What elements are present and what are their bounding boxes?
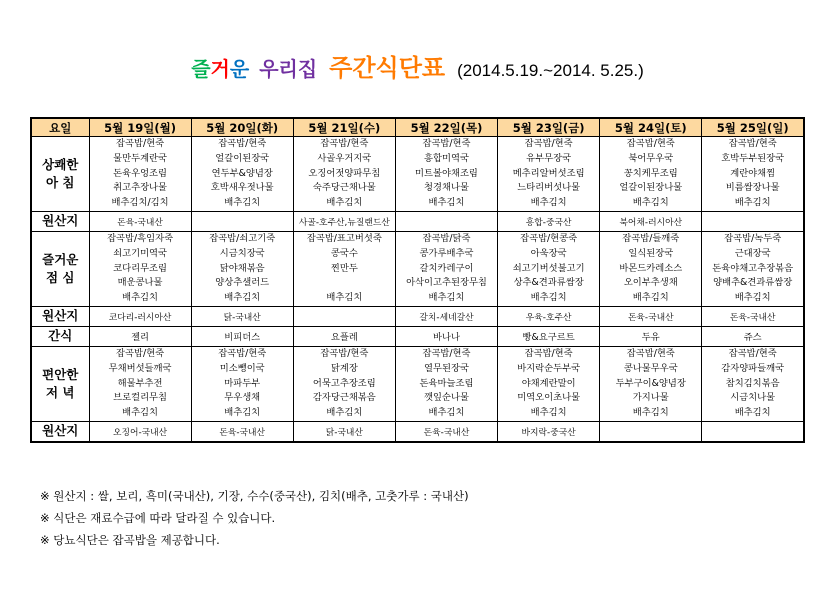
menu-item: 미역오이초나물: [517, 392, 581, 404]
dinner-row: [31, 346, 804, 421]
menu-item: 흥합미역국: [424, 152, 469, 164]
menu-item: 잡곡밥/현콩죽: [520, 232, 578, 244]
menu-item: 돈육야채고추장볶음: [712, 262, 794, 274]
menu-item: 청경채나물: [424, 182, 469, 194]
menu-item: 콩국수: [330, 247, 358, 259]
menu-item: 아삭이고추된장무침: [406, 277, 487, 289]
dinner-origin-row: [31, 421, 804, 442]
menu-item: 배추김치: [224, 197, 261, 209]
menu-item: 미트볼야채조림: [415, 167, 478, 179]
origin-cell: [702, 211, 804, 231]
footnotes: [40, 485, 469, 551]
label-line: 편안한: [42, 366, 79, 382]
label-line: 점 심: [45, 269, 75, 285]
footnote: ※ 당뇨식단은 잡곡밥을 제공합니다.: [40, 533, 220, 547]
snack-cell: 젤리: [89, 326, 191, 346]
menu-item: 아욱장국: [530, 247, 567, 259]
weekly-menu-table: [30, 117, 805, 443]
title-part3: 주간식단표: [329, 54, 446, 82]
lunch-row: [31, 231, 804, 306]
lunch-label: [31, 231, 89, 306]
title-part2: 우리집: [259, 57, 318, 81]
menu-item: 열무된장국: [424, 362, 469, 374]
label-line: 상쾌한: [42, 156, 79, 172]
meal-cell: [293, 231, 395, 306]
snack-cell: 쥬스: [702, 326, 804, 346]
menu-item: 무채버섯들깨국: [108, 362, 172, 374]
menu-item: 배추김치: [428, 407, 465, 419]
origin-cell: [395, 211, 497, 231]
footnote: ※ 원산지 : 쌀, 보리, 흑미(국내산), 기장, 수수(중국산), 김치(배추, 고춧가루 : 국내산): [40, 489, 469, 503]
menu-item: 계란야채찜: [730, 167, 776, 179]
menu-item: 물만두계란국: [113, 152, 168, 164]
snack-cell: 바나나: [395, 326, 497, 346]
menu-item: 잡곡밥/현죽: [218, 347, 267, 359]
origin-cell: [600, 421, 702, 442]
origin-cell: [702, 421, 804, 442]
menu-item: 감자당근채볶음: [312, 392, 376, 404]
meal-cell: [702, 231, 804, 306]
menu-item: 바지락순두부국: [517, 362, 581, 374]
menu-item: 잡곡밥/현죽: [218, 138, 267, 149]
menu-item: 배추김치: [428, 197, 465, 209]
menu-item: 무우생채: [224, 392, 261, 404]
footnote: ※ 식단은 재료수급에 따라 달라질 수 있습니다.: [40, 511, 276, 525]
menu-item: 잡곡밥/흑임자죽: [107, 232, 174, 244]
menu-item: 잡곡밥/현죽: [728, 138, 777, 149]
header-day: 5월 20일(화): [191, 118, 293, 137]
origin-cell: 돈육-국내산: [191, 421, 293, 442]
header-day: 5월 19일(월): [89, 118, 191, 137]
origin-cell: [293, 306, 395, 326]
meal-cell: [498, 346, 600, 421]
menu-item: 유부무장국: [526, 152, 572, 164]
title-period: (2014.5.19.~2014. 5.25.): [457, 61, 644, 80]
breakfast-label: [31, 137, 89, 212]
label-line: 즐거운: [42, 251, 79, 267]
breakfast-origin-row: [31, 211, 804, 231]
meal-cell: [191, 137, 293, 212]
menu-item: 잡곡밥/닭죽: [422, 232, 471, 244]
meal-cell: [702, 346, 804, 421]
title-part1: 즐거운: [191, 57, 250, 81]
menu-item: 배추김치: [530, 197, 567, 209]
dinner-label: [31, 346, 89, 421]
meal-cell: [600, 231, 702, 306]
menu-item: 잡곡밥/표고버섯죽: [306, 232, 382, 244]
menu-item: 얼갈이된장국: [215, 152, 270, 164]
menu-item: 배추김치: [224, 292, 261, 304]
page-title: [0, 48, 835, 83]
menu-item: 배추김치: [122, 292, 159, 304]
menu-item: 배추김치: [734, 197, 771, 209]
origin-label: 원산지: [31, 211, 89, 231]
origin-cell: 돈육-국내산: [89, 211, 191, 231]
snack-row: [31, 326, 804, 346]
menu-item: 찐만두: [330, 262, 358, 274]
menu-item: [294, 276, 395, 291]
menu-item: 배추김치: [632, 197, 669, 209]
meal-cell: [395, 346, 497, 421]
menu-item: 잡곡밥/현죽: [422, 138, 471, 149]
menu-item: 잡곡밥/현죽: [320, 347, 369, 359]
menu-item: 근대장국: [734, 247, 771, 259]
menu-item: 사골우거지국: [317, 152, 372, 164]
menu-item: 호박두부된장국: [721, 152, 785, 164]
menu-item: 잡곡밥/현죽: [524, 138, 573, 149]
menu-item: 잡곡밥/들깨죽: [622, 232, 680, 244]
origin-cell: 흥합-중국산: [498, 211, 600, 231]
breakfast-row: [31, 137, 804, 212]
menu-item: 호박새우젓나물: [210, 182, 274, 194]
menu-item: 숙주당근채나물: [312, 182, 376, 194]
menu-item: 닭야채볶음: [219, 262, 265, 274]
menu-item: 양상추샐러드: [215, 277, 270, 289]
menu-item: 감자양파들깨국: [721, 362, 785, 374]
meal-cell: [89, 346, 191, 421]
menu-item: 갈치카레구이: [419, 262, 474, 274]
menu-item: 일식된장국: [628, 247, 674, 259]
menu-item: 꽁치케무조림: [623, 167, 678, 179]
meal-cell: [498, 231, 600, 306]
origin-cell: 돈육-국내산: [395, 421, 497, 442]
menu-item: 닭계장: [330, 362, 358, 374]
menu-item: 취고추장나물: [113, 182, 168, 194]
menu-item: 미소뺑이국: [219, 362, 265, 374]
menu-item: 잡곡밥/쇠고기죽: [209, 232, 276, 244]
origin-cell: [191, 211, 293, 231]
header-day: 5월 22일(목): [395, 118, 497, 137]
meal-cell: [702, 137, 804, 212]
menu-item: 잡곡밥/현죽: [422, 347, 471, 359]
meal-cell: [395, 137, 497, 212]
meal-cell: [293, 137, 395, 212]
origin-cell: 갈치-세네갈산: [395, 306, 497, 326]
menu-item: 매운콩나물: [117, 277, 163, 289]
menu-item: 콩가루배추국: [419, 247, 474, 259]
menu-item: 두부구이&양념장: [615, 377, 686, 389]
menu-item: 마파두부: [224, 377, 261, 389]
origin-cell: 북어채-러시아산: [600, 211, 702, 231]
menu-item: 잡곡밥/현죽: [626, 138, 675, 149]
menu-item: 상추&견과류쌈장: [513, 277, 584, 289]
meal-cell: [395, 231, 497, 306]
origin-cell: 우육-호주산: [498, 306, 600, 326]
label-line: 아 침: [45, 174, 75, 190]
menu-item: 배추김치: [326, 292, 363, 304]
meal-cell: [600, 346, 702, 421]
origin-cell: 돈육-국내산: [702, 306, 804, 326]
menu-item: 얼갈이된장나물: [619, 182, 683, 194]
origin-label: 원산지: [31, 306, 89, 326]
menu-item: 돈육우엉조림: [113, 167, 168, 179]
snack-label: 간식: [31, 326, 89, 346]
menu-item: 참치김치볶음: [725, 377, 780, 389]
menu-item: 쇠고기미역국: [113, 247, 168, 259]
meal-cell: [89, 231, 191, 306]
origin-cell: 코다리-러시아산: [89, 306, 191, 326]
menu-item: 북어무우국: [628, 152, 674, 164]
meal-cell: [293, 346, 395, 421]
snack-cell: 빵&요구르트: [498, 326, 600, 346]
header-day: 5월 24일(토): [600, 118, 702, 137]
menu-item: 느타리버섯나물: [517, 182, 581, 194]
meal-cell: [498, 137, 600, 212]
menu-item: 배추김치: [734, 292, 771, 304]
menu-item: 돈육마늘조림: [419, 377, 474, 389]
origin-cell: 사골-호주산,뉴질랜드산: [293, 211, 395, 231]
origin-cell: 돈육-국내산: [600, 306, 702, 326]
meal-cell: [600, 137, 702, 212]
header-day: 5월 21일(수): [293, 118, 395, 137]
menu-item: 배추김치: [530, 292, 567, 304]
menu-item: 야채계란말이: [521, 377, 576, 389]
menu-item: 콩나물무우국: [623, 362, 678, 374]
menu-item: 잡곡밥/현죽: [320, 138, 369, 149]
menu-item: 잡곡밥/녹두죽: [724, 232, 782, 244]
origin-cell: 바지락-중국산: [498, 421, 600, 442]
meal-cell: [191, 231, 293, 306]
menu-item: 잡곡밥/현죽: [116, 138, 165, 149]
origin-cell: 닭-국내산: [293, 421, 395, 442]
header-day-label: 요일: [31, 118, 89, 137]
menu-item: 배추김치: [326, 407, 363, 419]
meal-cell: [191, 346, 293, 421]
menu-item: 배추김치: [428, 292, 465, 304]
menu-item: 배추김치: [224, 407, 261, 419]
menu-item: 오이부추생채: [623, 277, 678, 289]
menu-item: 코다리무조림: [113, 262, 168, 274]
menu-item: 배추김치/김치: [111, 197, 169, 209]
menu-item: 시금치나물: [730, 392, 776, 404]
menu-item: 쇠고기버섯불고기: [512, 262, 585, 274]
menu-item: 잡곡밥/현죽: [728, 347, 777, 359]
menu-item: 바몬드카레소스: [619, 262, 683, 274]
menu-item: 해물부추전: [117, 377, 163, 389]
snack-cell: 비피더스: [191, 326, 293, 346]
menu-item: 오징어젓양파무침: [308, 167, 381, 179]
origin-label: 원산지: [31, 421, 89, 442]
header-row: [31, 118, 804, 137]
origin-cell: 닭-국내산: [191, 306, 293, 326]
snack-cell: 요플레: [293, 326, 395, 346]
menu-item: 배추김치: [122, 407, 159, 419]
menu-item: 메추리알버섯조림: [512, 167, 585, 179]
menu-item: 배추김치: [326, 197, 363, 209]
origin-cell: 오징어-국내산: [89, 421, 191, 442]
menu-item: 배추김치: [632, 407, 669, 419]
menu-item: 잡곡밥/현죽: [524, 347, 573, 359]
menu-item: 깻잎순나물: [424, 392, 469, 404]
header-day: 5월 25일(일): [702, 118, 804, 137]
menu-item: 배추김치: [530, 407, 567, 419]
menu-item: 어묵고추장조림: [312, 377, 376, 389]
menu-item: 배추김치: [632, 292, 669, 304]
menu-item: 양배추&견과류쌈장: [713, 277, 793, 289]
menu-item: 배추김치: [734, 407, 771, 419]
menu-item: 비름쌈장나물: [725, 182, 780, 194]
label-line: 저 녁: [45, 384, 75, 400]
snack-cell: 두유: [600, 326, 702, 346]
menu-item: 연두부&양념장: [211, 167, 273, 179]
menu-item: 시금치장국: [219, 247, 265, 259]
menu-item: 잡곡밥/현죽: [626, 347, 675, 359]
meal-cell: [89, 137, 191, 212]
menu-item: 브로컬리무침: [113, 392, 168, 404]
menu-item: 잡곡밥/현죽: [116, 347, 165, 359]
menu-item: 가지나물: [632, 392, 669, 404]
lunch-origin-row: [31, 306, 804, 326]
header-day: 5월 23일(금): [498, 118, 600, 137]
